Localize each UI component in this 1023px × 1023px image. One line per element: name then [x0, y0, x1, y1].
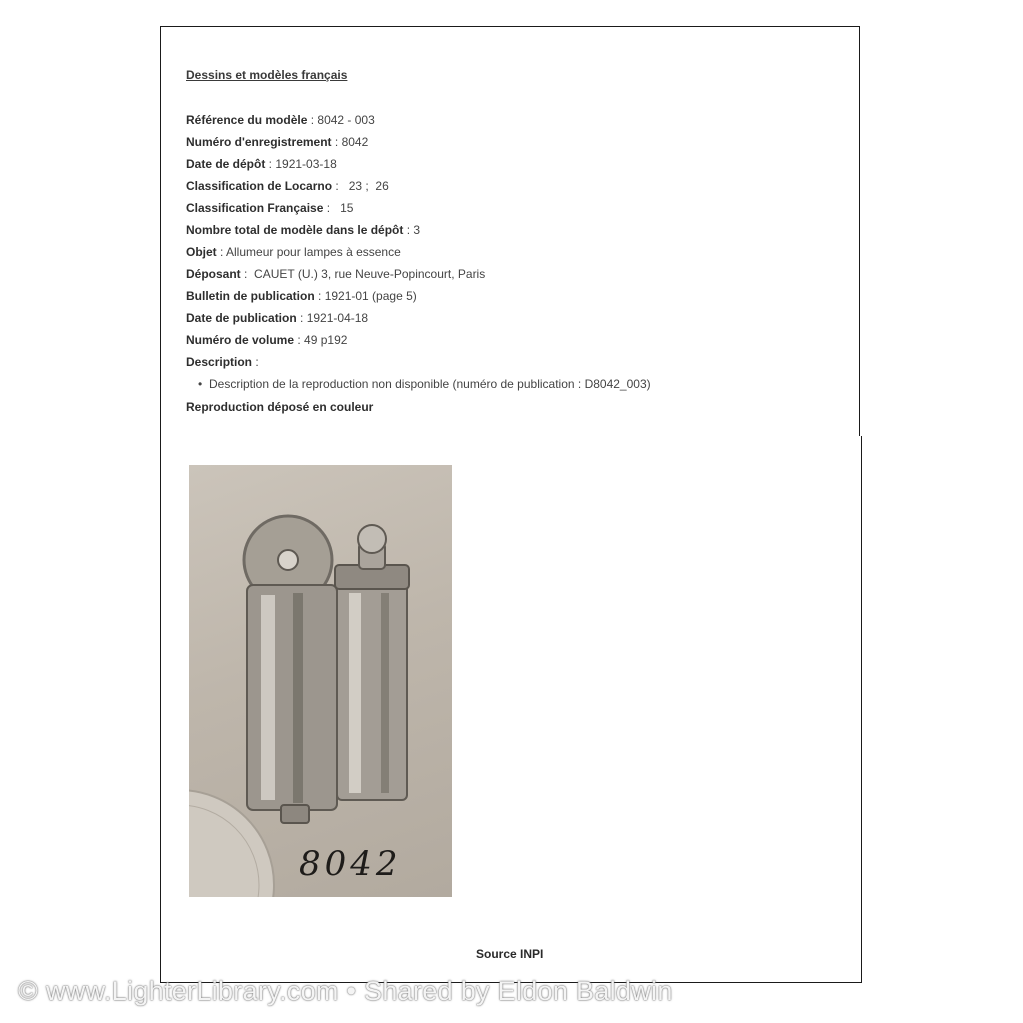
field-locarno-classification [186, 178, 485, 200]
field-value: 15 [340, 201, 354, 215]
chimney-shadow [381, 593, 389, 793]
field-separator: : [216, 245, 227, 259]
field-french-classification [186, 200, 485, 222]
field-reference [186, 112, 485, 134]
field-label: Nombre total de modèle dans le dépôt [186, 223, 404, 237]
field-separator: : [403, 223, 414, 237]
record-fields [186, 112, 485, 376]
bullet-icon: • [198, 377, 203, 391]
body-shadow [293, 593, 303, 803]
field-label: Objet [186, 245, 217, 259]
field-separator: : [296, 311, 307, 325]
lighter-illustration [189, 465, 452, 897]
field-separator: : [331, 135, 342, 149]
photo-handwritten-number: 8042 [299, 844, 402, 884]
field-value: Allumeur pour lampes à essence [226, 245, 401, 259]
field-separator: : [323, 201, 341, 215]
field-description [186, 354, 485, 376]
bottom-screw [281, 805, 309, 823]
field-label: Bulletin de publication [186, 289, 315, 303]
field-value: 1921-01 (page 5) [324, 289, 417, 303]
field-label: Classification de Locarno [186, 179, 333, 193]
field-publication-date [186, 310, 485, 332]
field-filing-date [186, 156, 485, 178]
field-label: Référence du modèle [186, 113, 308, 127]
field-separator: : [265, 157, 276, 171]
field-value: 3 [413, 223, 421, 237]
field-registration-number [186, 134, 485, 156]
cap-knob [358, 525, 386, 553]
field-publication-bulletin [186, 288, 485, 310]
field-value: 1921-03-18 [275, 157, 337, 171]
lighter-body [247, 585, 337, 810]
source-credit: Source INPI [476, 947, 544, 961]
field-label: Classification Française [186, 201, 324, 215]
field-object [186, 244, 485, 266]
field-value: 49 p192 [304, 333, 348, 347]
field-applicant [186, 266, 485, 288]
chimney-highlight [349, 593, 361, 793]
body-highlight [261, 595, 275, 800]
field-value: CAUET (U.) 3, rue Neuve-Popincourt, Paris [254, 267, 486, 281]
field-volume-number [186, 332, 485, 354]
field-value: 8042 [341, 135, 369, 149]
field-label: Date de dépôt [186, 157, 266, 171]
field-label: Numéro de volume [186, 333, 295, 347]
field-value: 23 ; 26 [348, 179, 389, 193]
field-label: Date de publication [186, 311, 297, 325]
description-list-item [198, 377, 651, 391]
field-separator: : [240, 267, 255, 281]
document-heading: Dessins et modèles français [186, 68, 348, 82]
field-separator: : [294, 333, 305, 347]
description-text: Description de la reproduction non disponible (numéro de publication : D8042_003) [209, 377, 651, 391]
field-separator: : [252, 355, 259, 369]
wheel-axle [278, 550, 298, 570]
field-value: 1921-04-18 [306, 311, 369, 325]
watermark-text: © www.LighterLibrary.com • Shared by Eldon Baldwin [18, 976, 673, 1006]
field-separator: : [307, 113, 318, 127]
field-model-count [186, 222, 485, 244]
field-separator: : [332, 179, 349, 193]
field-value: 8042 - 003 [317, 113, 375, 127]
field-label: Numéro d'enregistrement [186, 135, 332, 149]
field-separator: : [314, 289, 325, 303]
field-label: Déposant [186, 267, 241, 281]
chimney-tube [337, 565, 407, 800]
field-label: Description [186, 355, 253, 369]
reproduction-title: Reproduction déposé en couleur [186, 400, 374, 414]
lighter-photo [189, 465, 452, 897]
